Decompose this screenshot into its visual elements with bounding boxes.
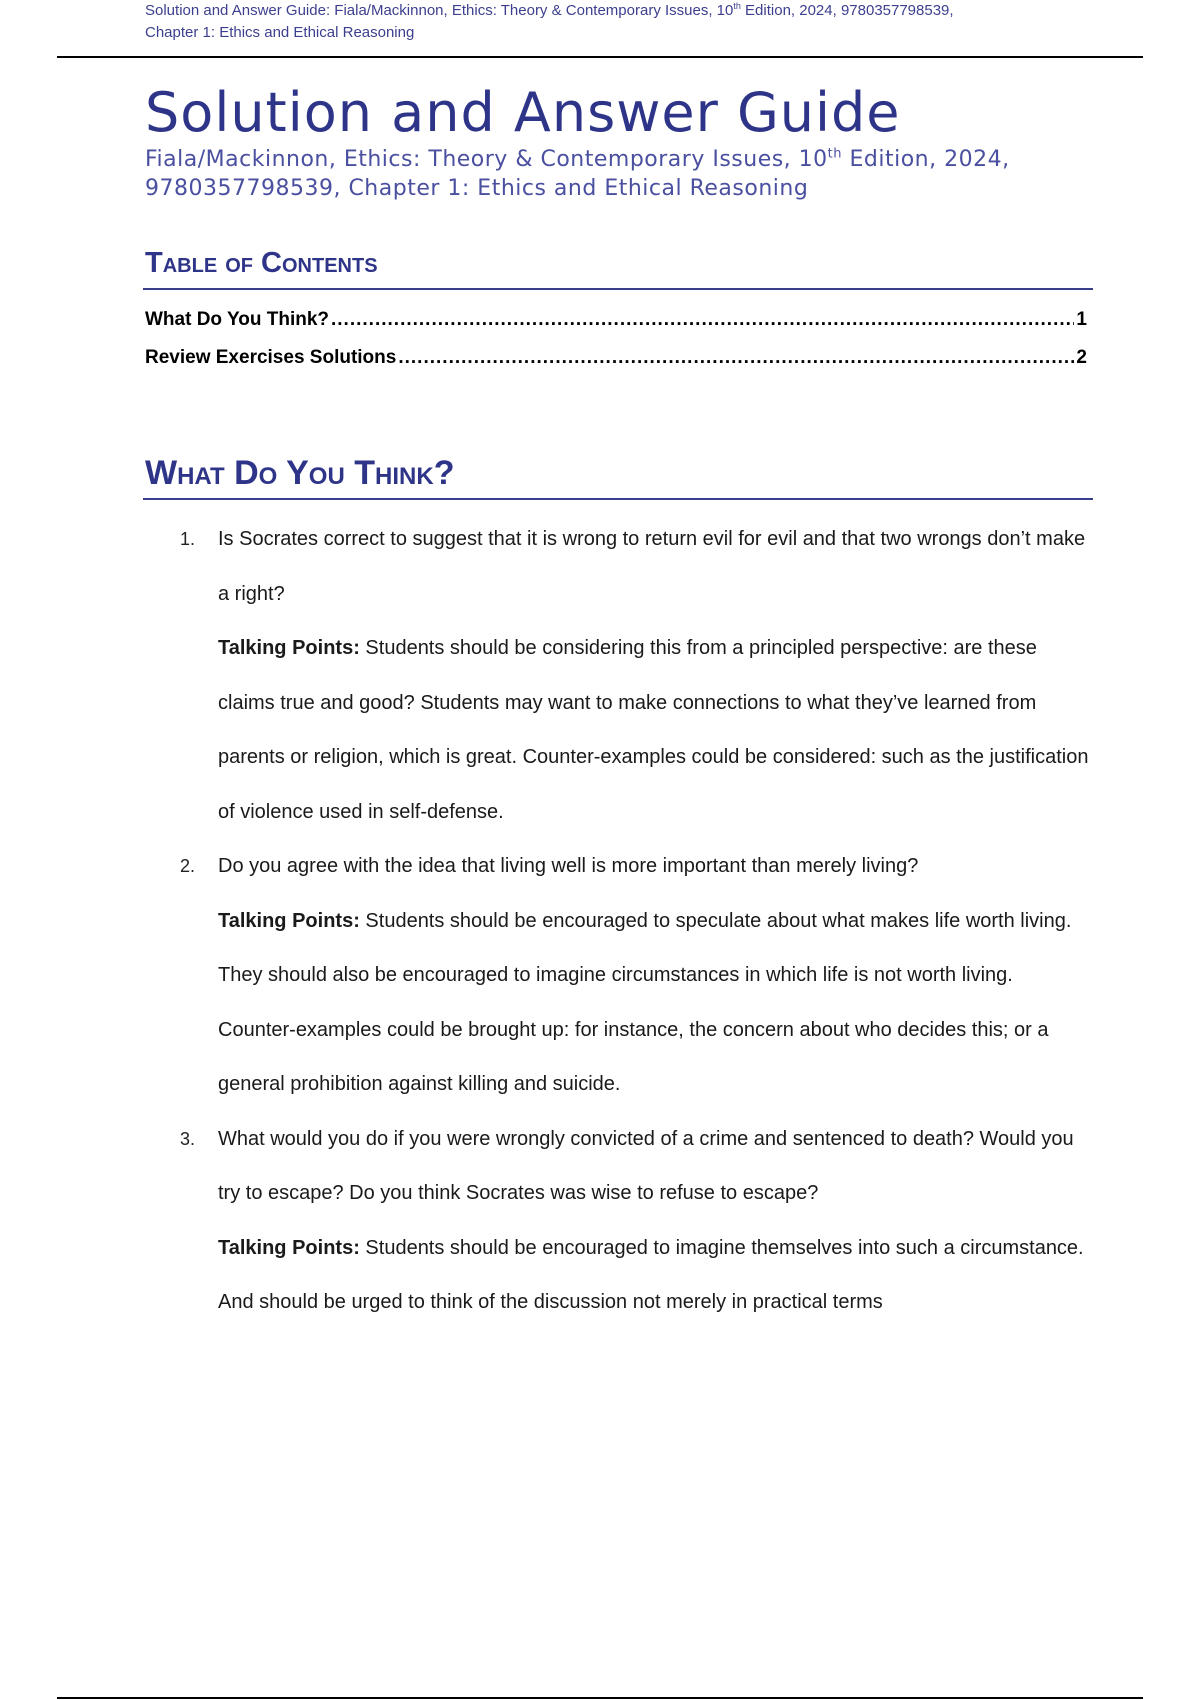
question-number: 2. [180,856,196,876]
question-list [172,512,1092,1330]
toc-entry-what-do-you-think[interactable] [145,307,1087,345]
talking-points-label: Talking Points: [218,909,360,932]
toc-entry-label: What Do You Think? [145,309,329,330]
header-divider [57,56,1143,58]
document-subtitle: Fiala/Mackinnon, Ethics: Theory & Contemporary Issues, 10th Edition, 2024, 9780357798539, Chapter 1: Ethics and Ethical Reasoning [145,146,1010,201]
question-text: Do you agree with the idea that living well is more important than merely living? [218,855,919,877]
question-item [172,512,1092,839]
talking-points-text: Students should be considering this from a principled perspective: are these claims true and good? Students may want to make connections to what they’ve learned from parents or religion, which is great. Counter-examples could be considered: such as the justification of violence used in self-defense. [218,637,1089,823]
talking-points [218,621,1092,839]
section-heading: What Do You Think? [145,454,455,492]
section-divider [143,498,1093,500]
toc-divider [143,288,1093,290]
footer-divider [57,1697,1143,1699]
question-number: 3. [180,1128,196,1149]
toc-leader-dots [398,345,1074,371]
question-number: 1. [180,529,196,549]
talking-points [218,1221,1092,1330]
running-header [145,0,1105,44]
toc-entry-label: Review Exercises Solutions [145,347,397,368]
toc-heading: Table of Contents [145,247,378,279]
question-text: What would you do if you were wrongly convicted of a crime and sentenced to death? Would you try to escape? Do you think Socrates was wise to refuse to escape? [218,1127,1074,1204]
toc-entry-page: 1 [1076,309,1087,330]
question-item [172,1112,1092,1330]
running-header-line-2: Chapter 1: Ethics and Ethical Reasoning [145,24,415,41]
table-of-contents [145,307,1087,383]
toc-entry-page: 2 [1076,347,1087,368]
document-title: Solution and Answer Guide [145,81,901,144]
talking-points-label: Talking Points: [218,637,360,659]
talking-points-text: Students should be encouraged to speculate about what makes life worth living. They should also be encouraged to imagine circumstances in which life is not worth living. Counter-examples could be brought up: for instance, the concern about who decides this; or a general prohibition against killing and suicide. [218,909,1072,1095]
talking-points [218,894,1092,1112]
talking-points-label: Talking Points: [218,1236,360,1259]
question-text: Is Socrates correct to suggest that it is wrong to return evil for evil and that two wrongs don’t make a right? [218,528,1086,605]
question-item [172,839,1092,1112]
talking-points-text: Students should be encouraged to imagine themselves into such a circumstance. And should be urged to think of the discussion not merely in practical terms [218,1236,1084,1313]
running-header-line-1: Solution and Answer Guide: Fiala/Mackinnon, Ethics: Theory & Contemporary Issues, 10th Edition, 2024, 9780357798539, [145,1,954,19]
toc-entry-review-exercises[interactable] [145,345,1087,383]
toc-leader-dots [331,307,1074,333]
